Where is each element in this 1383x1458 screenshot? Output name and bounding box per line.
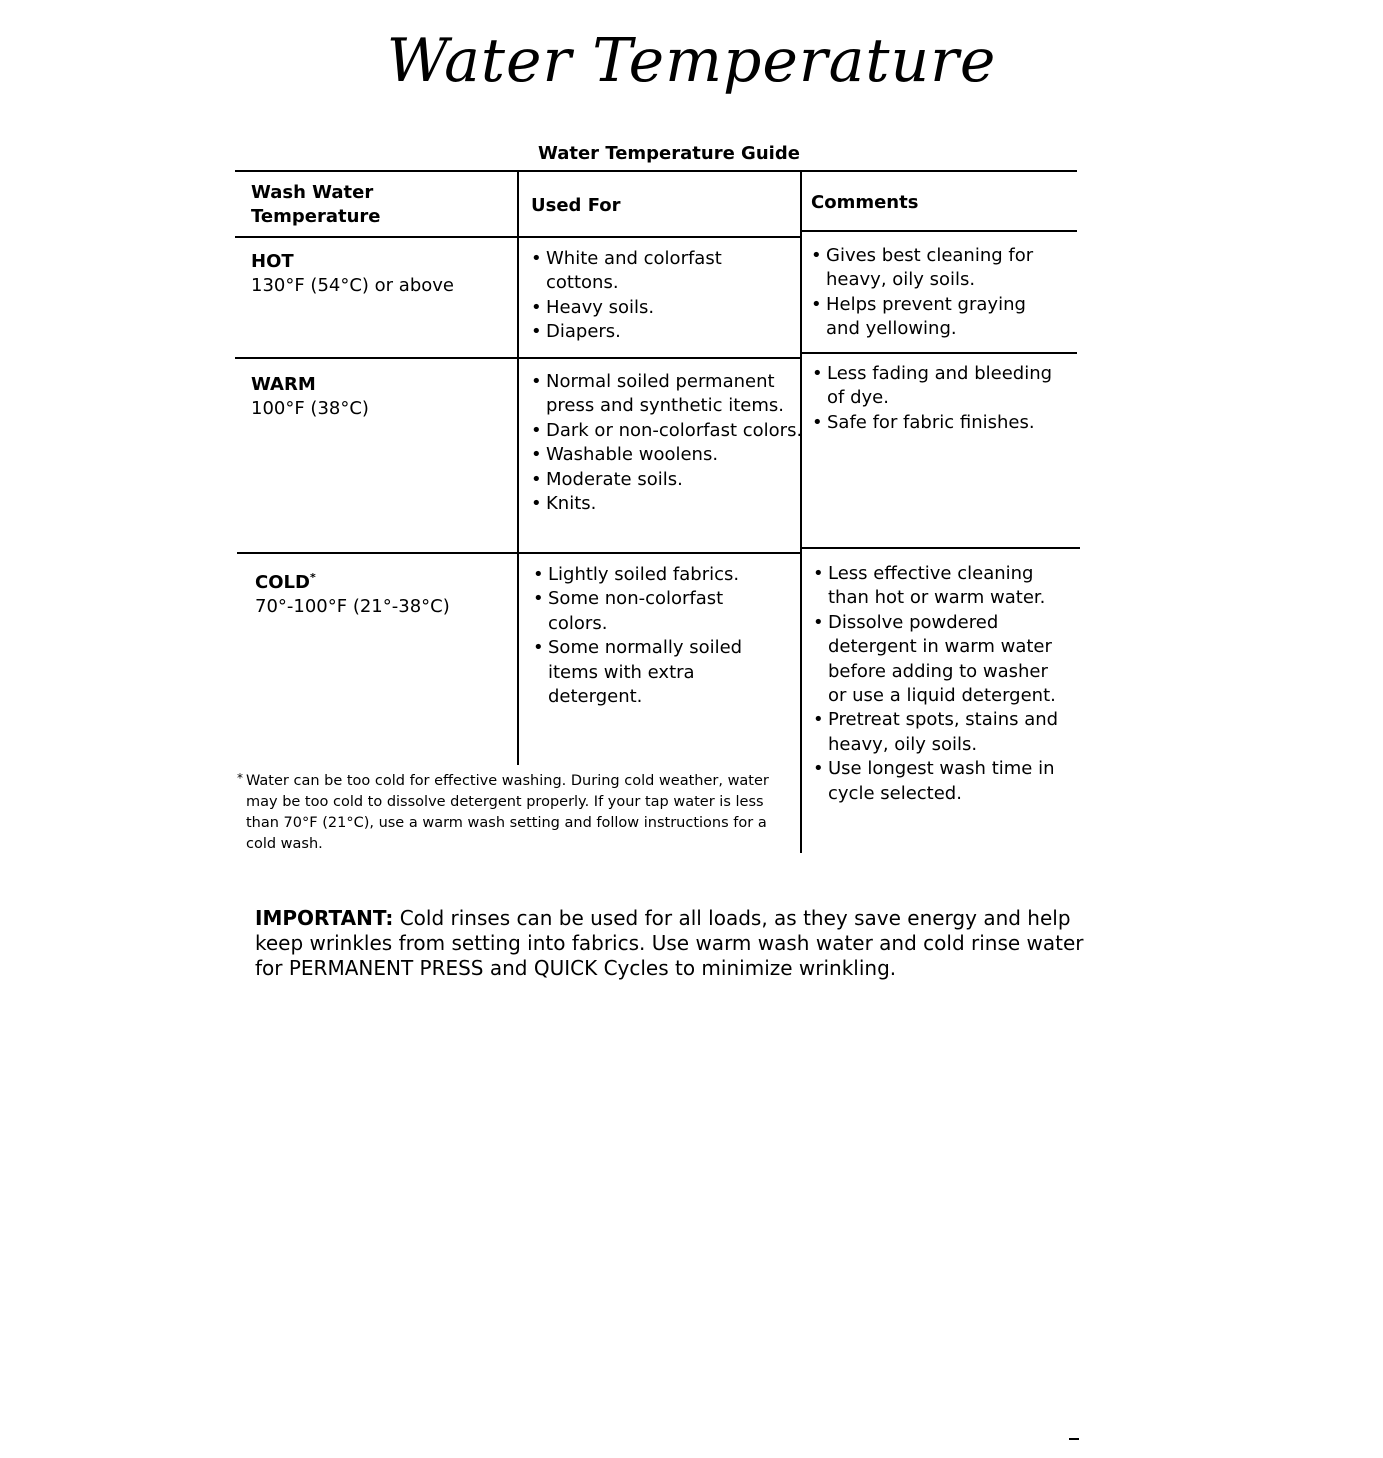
row-warm-range: 100°F (38°C) [251, 398, 369, 420]
row-cold-comments [813, 562, 1058, 806]
important-label: IMPORTANT: [255, 906, 394, 930]
guide-title: Water Temperature Guide [538, 143, 800, 164]
list-item: • Helps prevent graying and yellowing. [811, 293, 1033, 342]
row-hot-comments [811, 244, 1033, 342]
list-item: • Knits. [531, 492, 802, 516]
warm-row-rule-right [800, 547, 1080, 549]
row-hot-name: HOT [251, 251, 294, 272]
list-item: • Normal soiled permanent press and synthetic items. [531, 370, 802, 419]
list-item: • Safe for fabric finishes. [812, 411, 1052, 435]
list-item: • Gives best cleaning for heavy, oily soils. [811, 244, 1033, 293]
list-item: • Washable woolens. [531, 443, 802, 467]
row-cold-temperature [255, 566, 450, 620]
important-text: Cold rinses can be used for all loads, as they save energy and help keep wrinkles from setting into fabrics. Use warm wash water and cold rinse water for PERMANENT PRESS and QUICK Cycles to minimize wrinkling. [255, 906, 1084, 980]
row-warm-used-for [531, 370, 802, 516]
page-title: Water Temperature [386, 26, 997, 96]
header-rule-right [800, 230, 1077, 232]
column-divider-1 [517, 172, 519, 765]
row-hot-temperature [251, 250, 454, 299]
row-warm-name: WARM [251, 374, 316, 395]
header-used-for: Used For [531, 195, 621, 216]
row-warm-comments [812, 362, 1052, 435]
list-item: • Some normally soiled items with extra detergent. [533, 636, 742, 709]
list-item: • Diapers. [531, 320, 722, 344]
important-note [255, 906, 1105, 981]
row-cold-name: COLD [255, 572, 310, 593]
list-item: • Less fading and bleeding of dye. [812, 362, 1052, 411]
row-cold-range: 70°-100°F (21°-38°C) [255, 596, 450, 618]
row-hot-range: 130°F (54°C) or above [251, 275, 455, 297]
list-item: • White and colorfast cottons. [531, 247, 722, 296]
list-item: • Heavy soils. [531, 296, 722, 320]
hot-row-rule-right [800, 352, 1077, 354]
list-item: • Lightly soiled fabrics. [533, 563, 742, 587]
list-item: • Moderate soils. [531, 468, 802, 492]
header-comments: Comments [811, 192, 919, 213]
row-warm-temperature [251, 373, 369, 422]
list-item: • Dissolve powdered detergent in warm water before adding to washer or use a liquid detergent. [813, 611, 1058, 709]
list-item: • Dark or non-colorfast colors. [531, 419, 802, 443]
row-cold-name-line [255, 566, 450, 595]
row-hot-used-for [531, 247, 722, 345]
footnote-mark: * [237, 771, 243, 785]
row-cold-used-for [533, 563, 742, 709]
list-item: • Less effective cleaning than hot or warm water. [813, 562, 1058, 611]
table-top-rule [235, 170, 1077, 172]
list-item: • Use longest wash time in cycle selected. [813, 757, 1058, 806]
footnote-text: Water can be too cold for effective washing. During cold weather, water may be too cold to dissolve detergent properly. If your tap water is less than 70°F (21°C), use a warm wash setting and follow instructions for a cold wash. [246, 773, 769, 852]
list-item: • Some non-colorfast colors. [533, 587, 742, 636]
footnote [237, 771, 791, 855]
page-corner-mark [1069, 1438, 1079, 1440]
list-item: • Pretreat spots, stains and heavy, oily soils. [813, 708, 1058, 757]
row-cold-footnote-mark: * [309, 571, 316, 584]
header-temperature: Wash Water Temperature [251, 182, 381, 227]
